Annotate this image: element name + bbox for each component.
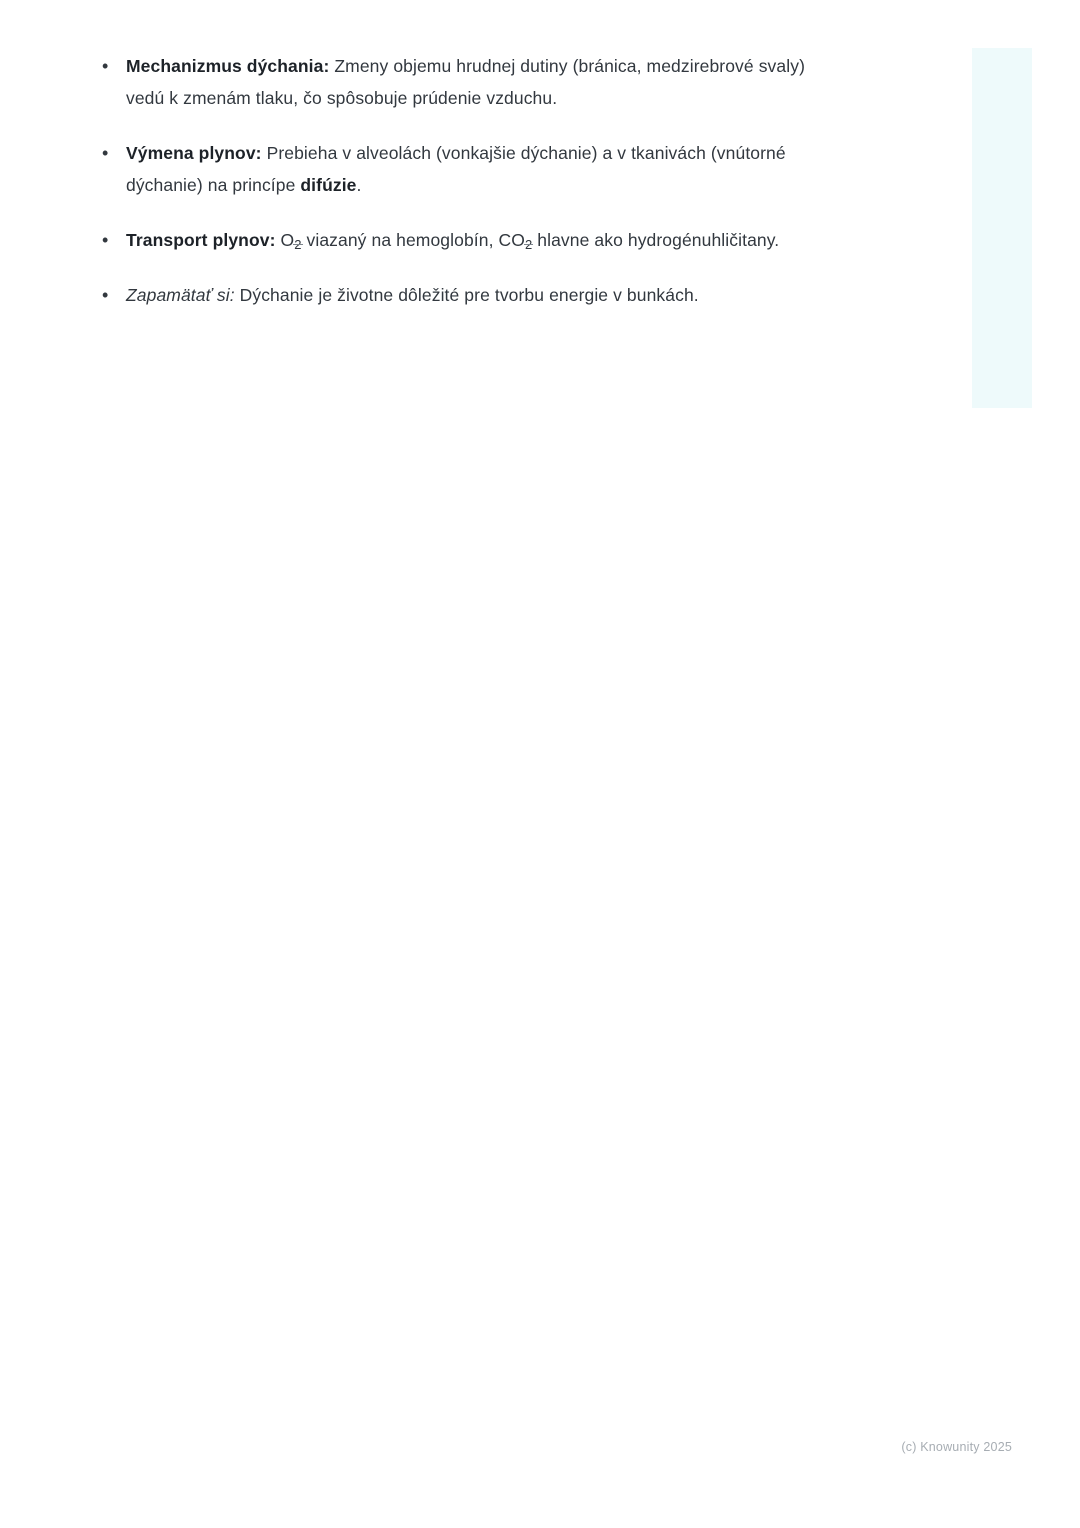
subscript-oxygen: 2 xyxy=(294,236,302,252)
list-item-lead: Výmena plynov: xyxy=(126,142,262,163)
list-item-text: viazaný na hemoglobín, CO xyxy=(301,229,525,250)
list-item-text: Prebieha v alveolách (vonkajšie dýchanie) a v tkanivách (vnútorné dýchanie) na princípe xyxy=(126,142,786,196)
list-item-lead: Mechanizmus dýchania: xyxy=(126,56,330,76)
subscript-carbon-dioxide: 2 xyxy=(524,236,533,252)
list-item xyxy=(96,279,826,311)
decorative-panel xyxy=(972,48,1032,408)
list-item-text-tail: . xyxy=(356,175,362,196)
list-item-lead: Transport plynov: xyxy=(126,229,276,250)
list-item xyxy=(96,50,826,115)
list-item xyxy=(96,137,826,202)
bullet-list xyxy=(96,50,826,311)
list-item-text: O xyxy=(275,229,295,250)
list-item xyxy=(96,224,826,257)
list-item-lead: Zapamätať si: xyxy=(126,284,235,305)
list-item-text-tail: hlavne ako hydrogénuhličitany. xyxy=(532,229,780,250)
footer-copyright: (c) Knowunity 2025 xyxy=(901,1440,1012,1454)
list-item-text: Dýchanie je životne dôležité pre tvorbu energie v bunkách. xyxy=(234,284,699,305)
list-item-text: Zmeny objemu hrudnej dutiny (bránica, medzirebrové svaly) vedú k zmenám tlaku, čo spôsobuje prúdenie vzduchu. xyxy=(126,56,805,109)
list-item-emphasis: difúzie xyxy=(300,175,357,196)
document-body xyxy=(96,50,826,311)
